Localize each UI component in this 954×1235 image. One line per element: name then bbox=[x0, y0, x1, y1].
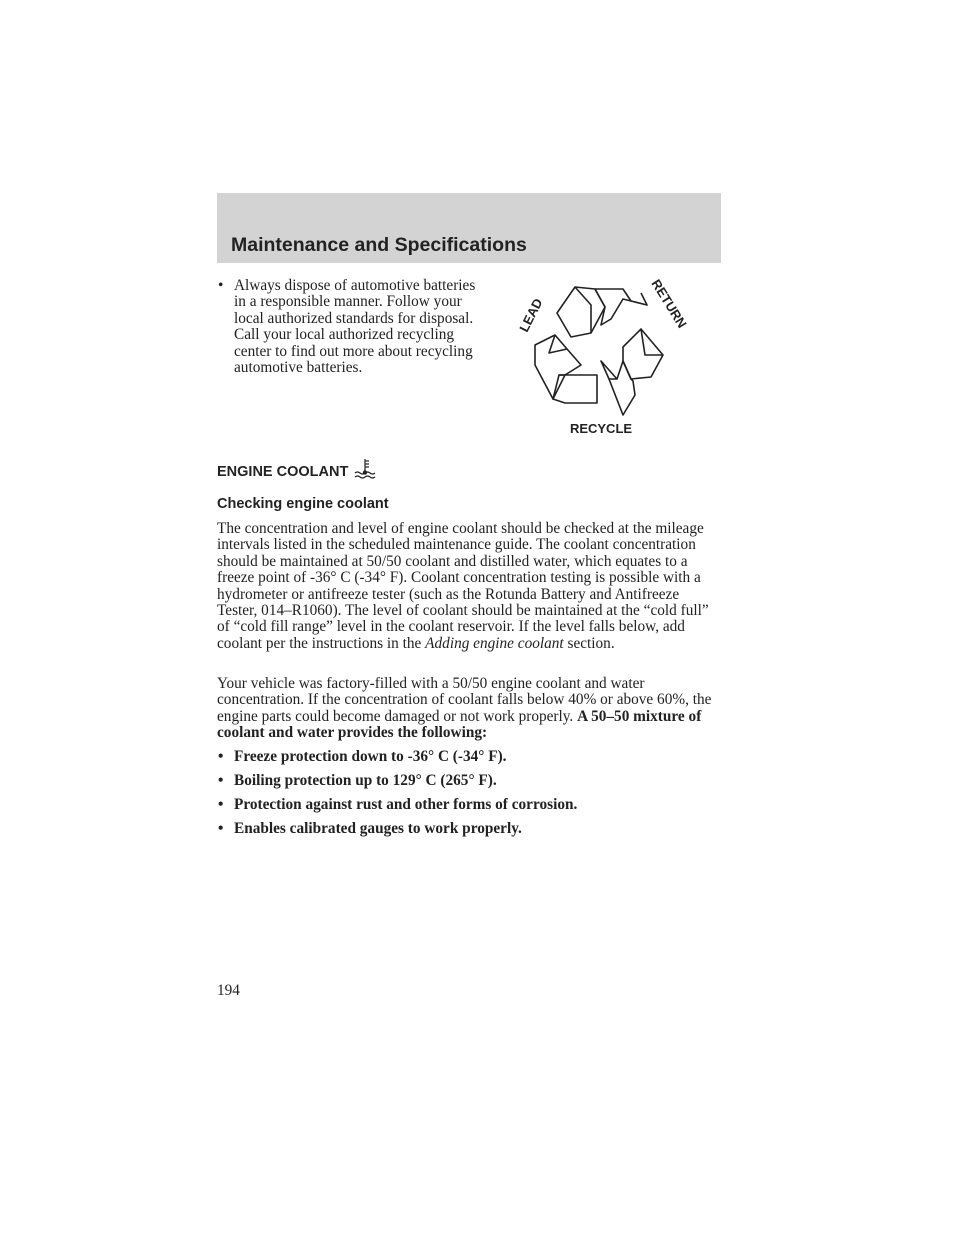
checking-coolant-subheading: Checking engine coolant bbox=[217, 496, 389, 512]
page-number: 194 bbox=[217, 982, 240, 999]
mixture-benefits-intro: A 50–50 mixture of coolant and water provides the following: bbox=[217, 707, 702, 742]
battery-disposal-list bbox=[217, 278, 479, 376]
coolant-benefits-list bbox=[217, 749, 723, 845]
recycle-label: RECYCLE bbox=[569, 421, 633, 436]
engine-coolant-heading-text: ENGINE COOLANT bbox=[217, 464, 349, 480]
factory-fill-paragraph bbox=[217, 676, 723, 742]
list-item: • Boiling protection up to 129° C (265° F). bbox=[217, 773, 723, 789]
paragraph-text-end: section. bbox=[563, 634, 615, 652]
adding-coolant-reference: Adding engine coolant bbox=[425, 634, 564, 652]
lead-label: LEAD bbox=[516, 295, 546, 335]
recycle-arrows-icon bbox=[535, 287, 663, 415]
list-item: • Enables calibrated gauges to work properly. bbox=[217, 821, 723, 837]
list-item: • Freeze protection down to -36° C (-34° F). bbox=[217, 749, 723, 765]
coolant-temperature-icon bbox=[353, 458, 377, 480]
engine-coolant-heading bbox=[217, 458, 377, 480]
section-header-band bbox=[217, 193, 721, 263]
coolant-check-paragraph bbox=[217, 521, 723, 652]
lead-recycle-symbol bbox=[505, 275, 705, 440]
paragraph-text: Your vehicle was factory-filled with a 50/50 engine coolant and water concentration. If the concentration of coolant falls below 40% or above 60%, the engine parts could become damaged or not work properly. bbox=[217, 675, 712, 725]
section-title: Maintenance and Specifications bbox=[231, 234, 527, 256]
list-item: • Always dispose of automotive batteries in a responsible manner. Follow your local authorized standards for disposal. Call your local authorized recycling center to find out more about recycling automotive batteries. bbox=[217, 278, 479, 376]
list-item: • Protection against rust and other forms of corrosion. bbox=[217, 797, 723, 813]
paragraph-text: The concentration and level of engine coolant should be checked at the mileage intervals listed in the scheduled maintenance guide. The coolant concentration should be maintained at 50/50 coolant and distilled water, which equates to a freeze point of -36° C (-34° F). Coolant concentration testing is possible with a hydrometer or antifreeze tester (such as the Rotunda Battery and Antifreeze Tester, 014–R1060). The level of coolant should be maintained at the “cold full” of “cold fill range” level in the coolant reservoir. If the level falls below, add coolant per the instructions in the bbox=[217, 520, 709, 652]
return-label: RETURN bbox=[648, 276, 690, 331]
